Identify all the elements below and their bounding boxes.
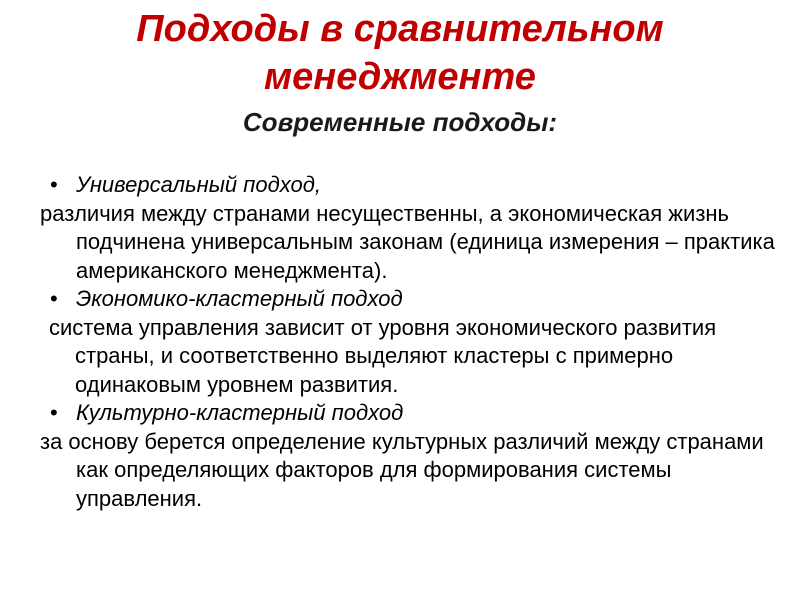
slide-title-line-1: Подходы в сравнительном bbox=[136, 8, 664, 50]
approach-heading-text: Экономико-кластерный подход bbox=[76, 286, 403, 311]
slide-title bbox=[0, 5, 800, 101]
approach-description-economic-cluster bbox=[40, 314, 780, 400]
approach-heading-cultural-cluster bbox=[40, 399, 780, 428]
approach-description-universal: различия между странами несущественны, а экономическая жизнь подчинена универсальным законам (единица измерения – практика американского менеджмента). bbox=[40, 200, 775, 283]
slide-subtitle: Современные подходы: bbox=[242, 107, 558, 137]
approach-heading-economic-cluster bbox=[40, 285, 780, 314]
bullet-icon: • bbox=[50, 172, 58, 197]
approach-description-text: система управления зависит от уровня экономического развития страны, и соответственно выделяют кластеры с примерно одинаковым уровнем развития. bbox=[49, 314, 717, 397]
bullet-icon: • bbox=[50, 400, 58, 425]
approach-heading-text: Культурно-кластерный подход bbox=[76, 400, 404, 425]
approach-heading-universal bbox=[40, 171, 780, 200]
slide-title-line-2: менеджменте bbox=[264, 56, 536, 98]
approach-description-cultural-cluster: за основу берется определение культурных различий между странами как определяющих факторов для формирования системы управления. bbox=[40, 428, 764, 511]
bullet-icon: • bbox=[50, 286, 58, 311]
approach-heading-text: Универсальный подход, bbox=[76, 172, 321, 197]
approaches-list bbox=[40, 171, 780, 513]
